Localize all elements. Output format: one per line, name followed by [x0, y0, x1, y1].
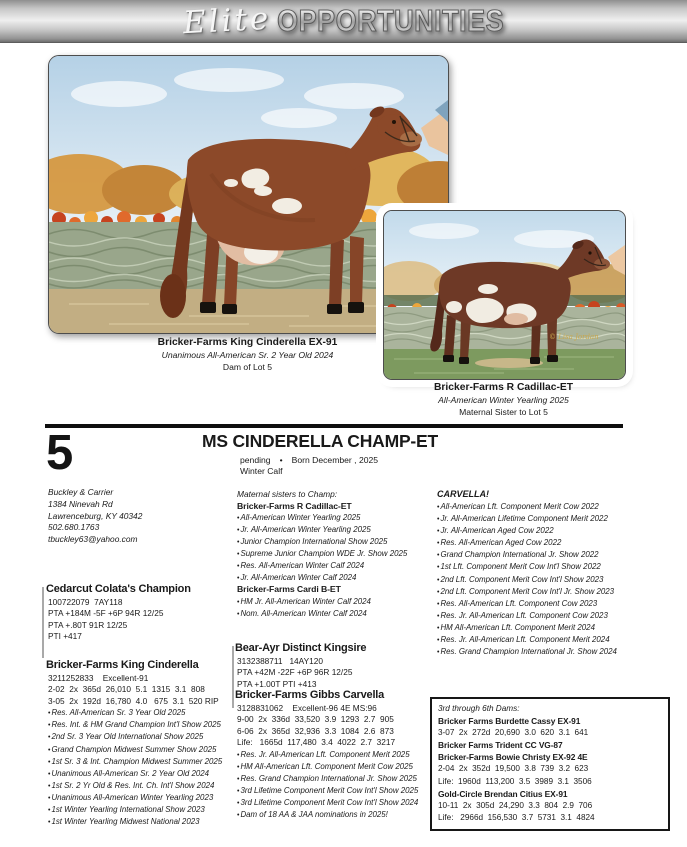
photo-inset-caption-award: All-American Winter Yearling 2025	[438, 395, 569, 405]
sister1-award: • Jr. All-American Winter Yearling 2025	[237, 524, 437, 536]
dam1-reg: 3211252833 Excellent-91	[48, 673, 149, 683]
lot-number: 5	[46, 426, 73, 480]
sire1-reg: 100722079 7AY118	[48, 597, 123, 607]
dam1-award: • 1st Winter Yearling International Show 2023	[48, 804, 238, 816]
carvella-award: • Jr. All-American Aged Cow 2022	[437, 525, 655, 537]
dam5-record: Life: 1960d 113,200 3.5 3989 3.1 3506	[438, 776, 592, 786]
dams-box-heading: 3rd through 6th Dams:	[438, 704, 520, 713]
photo-main-caption-name: Bricker-Farms King Cinderella EX-91	[157, 337, 338, 348]
carvella-award: • 2nd Lft. Component Merit Cow Int'l Jr. Show 2023	[437, 586, 655, 598]
lot-subtitle	[240, 455, 378, 465]
sire1-pta1: PTA +184M -5F +6P 94R 12/25	[48, 608, 164, 619]
dam6-record: 10-11 2x 305d 24,290 3.3 804 2.9 706	[438, 800, 593, 810]
sire2-name: Bear-Ayr Distinct Kingsire	[235, 642, 367, 654]
dam3-record: 3-07 2x 272d 20,690 3.0 620 3.1 641	[438, 728, 589, 738]
carvella-award: • Res. Jr. All-American Lft. Component Merit 2024	[437, 634, 655, 646]
pedigree-bracket-sire1	[42, 587, 44, 658]
dam1-award: • Res. Int. & HM Grand Champion Int'l Show 2025	[48, 719, 238, 731]
contact-city: Lawrenceburg, KY 40342	[48, 510, 143, 521]
sister1-award: • Res. All-American Winter Calf 2024	[237, 560, 437, 572]
contact-address: 1384 Ninevah Rd	[48, 498, 113, 509]
dam6-record: Life: 2966d 156,530 3.7 5731 3.1 4824	[438, 812, 595, 822]
carvella-award: • Grand Champion International Jr. Show 2022	[437, 549, 655, 561]
sire2-reg: 3132388711 14AY120	[237, 656, 323, 666]
sire1-block	[48, 583, 236, 643]
photo-inset-caption-name: Bricker-Farms R Cadillac-ET	[433, 382, 574, 393]
dam2-reg: 3128831062 Excellent-96 4E MS:96	[237, 703, 377, 713]
carvella-award: • 1st Lft. Component Merit Cow Int'l Show 2022	[437, 561, 655, 573]
sister2-award: • HM Jr. All-American Winter Calf 2024	[237, 596, 437, 608]
carvella-award: • All-American Lft. Component Merit Cow 2022	[437, 501, 655, 513]
contact-phone: 502.680.1763	[48, 522, 100, 533]
carvella-awards-block	[437, 488, 655, 658]
dam6-name: Gold-Circle Brendan Citius EX-91	[438, 788, 568, 799]
contact-email: tbuckley63@yahoo.com	[48, 534, 138, 545]
calf-photo-illustration	[384, 211, 625, 379]
photo-main-caption-note: Dam of Lot 5	[222, 362, 273, 372]
sister2-award: • Nom. All-American Winter Calf 2024	[237, 608, 437, 620]
dam1-award: • Unanimous All-American Winter Yearling 2023	[48, 792, 238, 804]
sister1-award: • Jr. All-American Winter Calf 2024	[237, 572, 437, 584]
masthead-title: OPPORTUNITIES	[277, 3, 505, 38]
masthead-script-word: Elite	[181, 0, 272, 42]
bullet-separator: •	[279, 455, 283, 465]
carvella-award: • HM All-American Lft. Component Merit 2024	[437, 622, 655, 634]
dam1-record: 3-05 2x 192d 16,780 4.0 675 3.1 520 RIP	[48, 695, 219, 706]
carvella-award: • Jr. All-American Lifetime Component Merit 2022	[437, 513, 655, 525]
sister1-award: • Junior Champion International Show 2025	[237, 536, 437, 548]
sister1-name: Bricker-Farms R Cadillac-ET	[237, 500, 352, 511]
dam1-award: • 1st Sr. 3 & Int. Champion Midwest Summer 2025	[48, 756, 238, 768]
masthead-banner	[0, 0, 687, 43]
photo-inset-caption-note: Maternal Sister to Lot 5	[459, 407, 548, 417]
section-divider-rule	[45, 424, 623, 428]
dam2-record: 6-06 2x 365d 32,936 3.3 1084 2.6 873	[237, 725, 394, 736]
consignor-contact	[48, 487, 142, 546]
dam2-award: • HM All-American Lft. Component Merit Cow 2025	[237, 761, 442, 773]
dam1-record: 2-02 2x 365d 26,010 5.1 1315 3.1 808	[48, 684, 205, 695]
sister2-name: Bricker-Farms Cardi B-ET	[237, 584, 341, 595]
sire1-pti: PTI +417	[48, 631, 82, 642]
carvella-award: • 2nd Lft. Component Merit Cow Int'l Show 2023	[437, 574, 655, 586]
photo-inset-calf	[383, 210, 626, 380]
dam2-record: 9-00 2x 336d 33,520 3.9 1293 2.7 905	[237, 714, 394, 725]
dam2-award: • Dam of 18 AA & JAA nominations in 2025!	[237, 809, 442, 821]
dam1-award: • 2nd Sr. 3 Year Old International Show 2025	[48, 731, 238, 743]
lot-born: Born December , 2025	[291, 455, 379, 465]
sister1-award: • All-American Winter Yearling 2025	[237, 512, 437, 524]
dam1-award: • Grand Champion Midwest Summer Show 2025	[48, 744, 238, 756]
carvella-award: • Res. All-American Aged Cow 2022	[437, 537, 655, 549]
dam2-award: • Res. Jr. All-American Lft. Component Merit 2025	[237, 749, 442, 761]
carvella-award: • Res. Jr. All-American Lft. Component Cow 2023	[437, 610, 655, 622]
sire2-block	[237, 642, 437, 690]
dam1-block	[48, 659, 238, 828]
lot-type: Winter Calf	[240, 466, 283, 476]
photo-inset-caption	[383, 381, 624, 418]
dam1-award: • Unanimous All-American Sr. 2 Year Old 2024	[48, 768, 238, 780]
contact-name: Buckley & Carrier	[48, 487, 114, 497]
sire2-pta1: PTA +42M -22F +6P 96R 12/25	[237, 667, 353, 678]
photographer-watermark: © Lisa Jordan	[549, 333, 599, 341]
dam2-award: • Res. Grand Champion International Jr. Show 2025	[237, 773, 442, 785]
sister1-award: • Supreme Junior Champion WDE Jr. Show 2025	[237, 548, 437, 560]
dam2-name: Bricker-Farms Gibbs Carvella	[235, 689, 385, 701]
dam1-award: • 1st Sr. 2 Yr Old & Res. Int. Ch. Int'l Show 2024	[48, 780, 238, 792]
lot-status: pending	[240, 455, 271, 465]
dam3-name: Bricker Farms Burdette Cassy EX-91	[438, 716, 581, 727]
dam1-award: • Res. All-American Sr. 3 Year Old 2025	[48, 707, 238, 719]
photo-main-caption-award: Unanimous All-American Sr. 2 Year Old 2024	[161, 350, 334, 360]
dam2-record: Life: 1665d 117,480 3.4 4022 2.7 3217	[237, 737, 396, 748]
lot-name: MS CINDERELLA CHAMP-ET	[201, 431, 439, 451]
sire1-pta2: PTA +.80T 91R 12/25	[48, 619, 128, 630]
sire2-pta2: PTA +1.00T PTI +413	[237, 678, 317, 689]
carvella-heading: CARVELLA!	[437, 489, 489, 499]
dam5-record: 2-04 2x 352d 19,500 3.8 739 3.2 623	[438, 764, 589, 774]
carvella-award: • Res. All-American Lft. Component Cow 2023	[437, 598, 655, 610]
dam2-award: • 3rd Lifetime Component Merit Cow Int'l Show 2025	[237, 785, 442, 797]
dam4-name: Bricker Farms Trident CC VG-87	[438, 740, 563, 751]
dam1-award: • 1st Winter Yearling Midwest National 2023	[48, 816, 238, 828]
pedigree-bracket-sire2	[232, 646, 234, 708]
maternal-sisters-heading: Maternal sisters to Champ:	[237, 489, 338, 499]
sire1-name: Cedarcut Colata's Champion	[46, 583, 191, 595]
maternal-sisters-block	[237, 489, 437, 620]
dam1-name: Bricker-Farms King Cinderella	[46, 659, 199, 671]
further-dams-box	[430, 697, 670, 831]
carvella-award: • Res. Grand Champion International Jr. Show 2024	[437, 646, 655, 658]
dam2-award: • 3rd Lifetime Component Merit Cow Int'l Show 2024	[237, 797, 442, 809]
dam5-name: Bricker-Farms Bowie Christy EX-92 4E	[438, 752, 588, 763]
dam2-block	[237, 689, 442, 821]
